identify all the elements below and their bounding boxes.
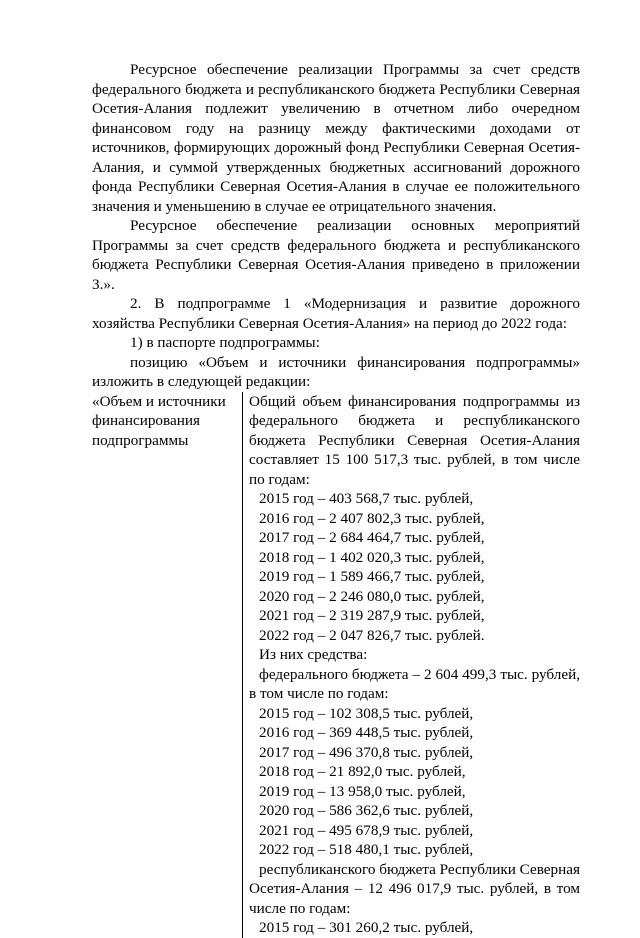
total-year-2015: 2015 год – 403 568,7 тыс. рублей, xyxy=(259,490,474,507)
federal-year-2019: 2019 год – 13 958,0 тыс. рублей, xyxy=(259,782,466,800)
total-year-2020: 2020 год – 2 246 080,0 тыс. рублей, xyxy=(259,587,485,605)
financing-label-cell xyxy=(92,392,242,938)
federal-year-2018: 2018 год – 21 892,0 тыс. рублей, xyxy=(259,763,466,780)
document-page xyxy=(92,60,580,938)
republic-year-2015: 2015 год – 301 260,2 тыс. рублей, xyxy=(259,919,474,936)
federal-year-2021: 2021 год – 495 678,9 тыс. рублей, xyxy=(259,821,474,839)
paragraph-resource-increase: Ресурсное обеспечение реализации Программы за счет средств федерального бюджета и республиканского бюджета Республики Северная Осетия-Алания подлежит увеличению в отчетном либо очередном финансовом году на разницу между фактическими доходами от источников, формирующих дорожный фонд Республики Северная Осетия-Алания, и суммой утвержденных бюджетных ассигнований дорожного фонда Республики Северная Осетия-Алания в случае ее положительного значения и уменьшению в случае ее отрицательного значения. xyxy=(92,61,580,215)
financing-table xyxy=(92,392,580,938)
financing-label: «Объем и источники финансирования подпрограммы xyxy=(92,392,226,449)
federal-years-list xyxy=(249,704,580,860)
paragraph-passport: 1) в паспорте подпрограммы: xyxy=(130,334,320,351)
total-year-2017: 2017 год – 2 684 464,7 тыс. рублей, xyxy=(259,529,485,546)
financing-value-cell xyxy=(242,392,580,938)
total-year-2016: 2016 год – 2 407 802,3 тыс. рублей, xyxy=(259,509,485,527)
paragraph-subprogram-1: 2. В подпрограмме 1 «Модернизация и развитие дорожного хозяйства Республики Северная Осетия-Алания» на период до 2022 года: xyxy=(92,295,580,332)
republic-intro: республиканского бюджета Республики Северная Осетия-Алания – 12 496 017,9 тыс. рублей, в том числе по годам: xyxy=(249,860,580,917)
federal-year-2016: 2016 год – 369 448,5 тыс. рублей, xyxy=(259,724,474,741)
financing-intro: Общий объем финансирования подпрограммы из федерального бюджета и республиканского бюджета Республики Северная Осетия-Алания составляет 15 100 517,3 тыс. рублей, в том числе по годам: xyxy=(249,392,580,488)
total-years-list xyxy=(249,489,580,665)
total-year-2019: 2019 год – 1 589 466,7 тыс. рублей, xyxy=(259,568,485,585)
paragraph-resource-appendix: Ресурсное обеспечение реализации основных мероприятий Программы за счет средств федерального бюджета и республиканского бюджета Республики Северная Осетия-Алания приведено в приложении 3.». xyxy=(92,217,580,293)
federal-year-2015: 2015 год – 102 308,5 тыс. рублей, xyxy=(259,704,474,722)
republic-years-list xyxy=(249,918,580,938)
paragraph-position: позицию «Объем и источники финансирования подпрограммы» изложить в следующей редакции: xyxy=(92,353,580,390)
total-year-2021: 2021 год – 2 319 287,9 тыс. рублей, xyxy=(259,607,485,624)
federal-year-2020: 2020 год – 586 362,6 тыс. рублей, xyxy=(259,802,474,819)
total-year-2018: 2018 год – 1 402 020,3 тыс. рублей, xyxy=(259,548,485,566)
federal-intro: федерального бюджета – 2 604 499,3 тыс. рублей, в том числе по годам: xyxy=(249,665,580,702)
federal-year-2022: 2022 год – 518 480,1 тыс. рублей, xyxy=(259,841,474,858)
total-year-2022: 2022 год – 2 047 826,7 тыс. рублей. xyxy=(259,626,485,644)
federal-year-2017: 2017 год – 496 370,8 тыс. рублей, xyxy=(259,743,474,761)
of-them-label: Из них средства: xyxy=(259,646,368,663)
